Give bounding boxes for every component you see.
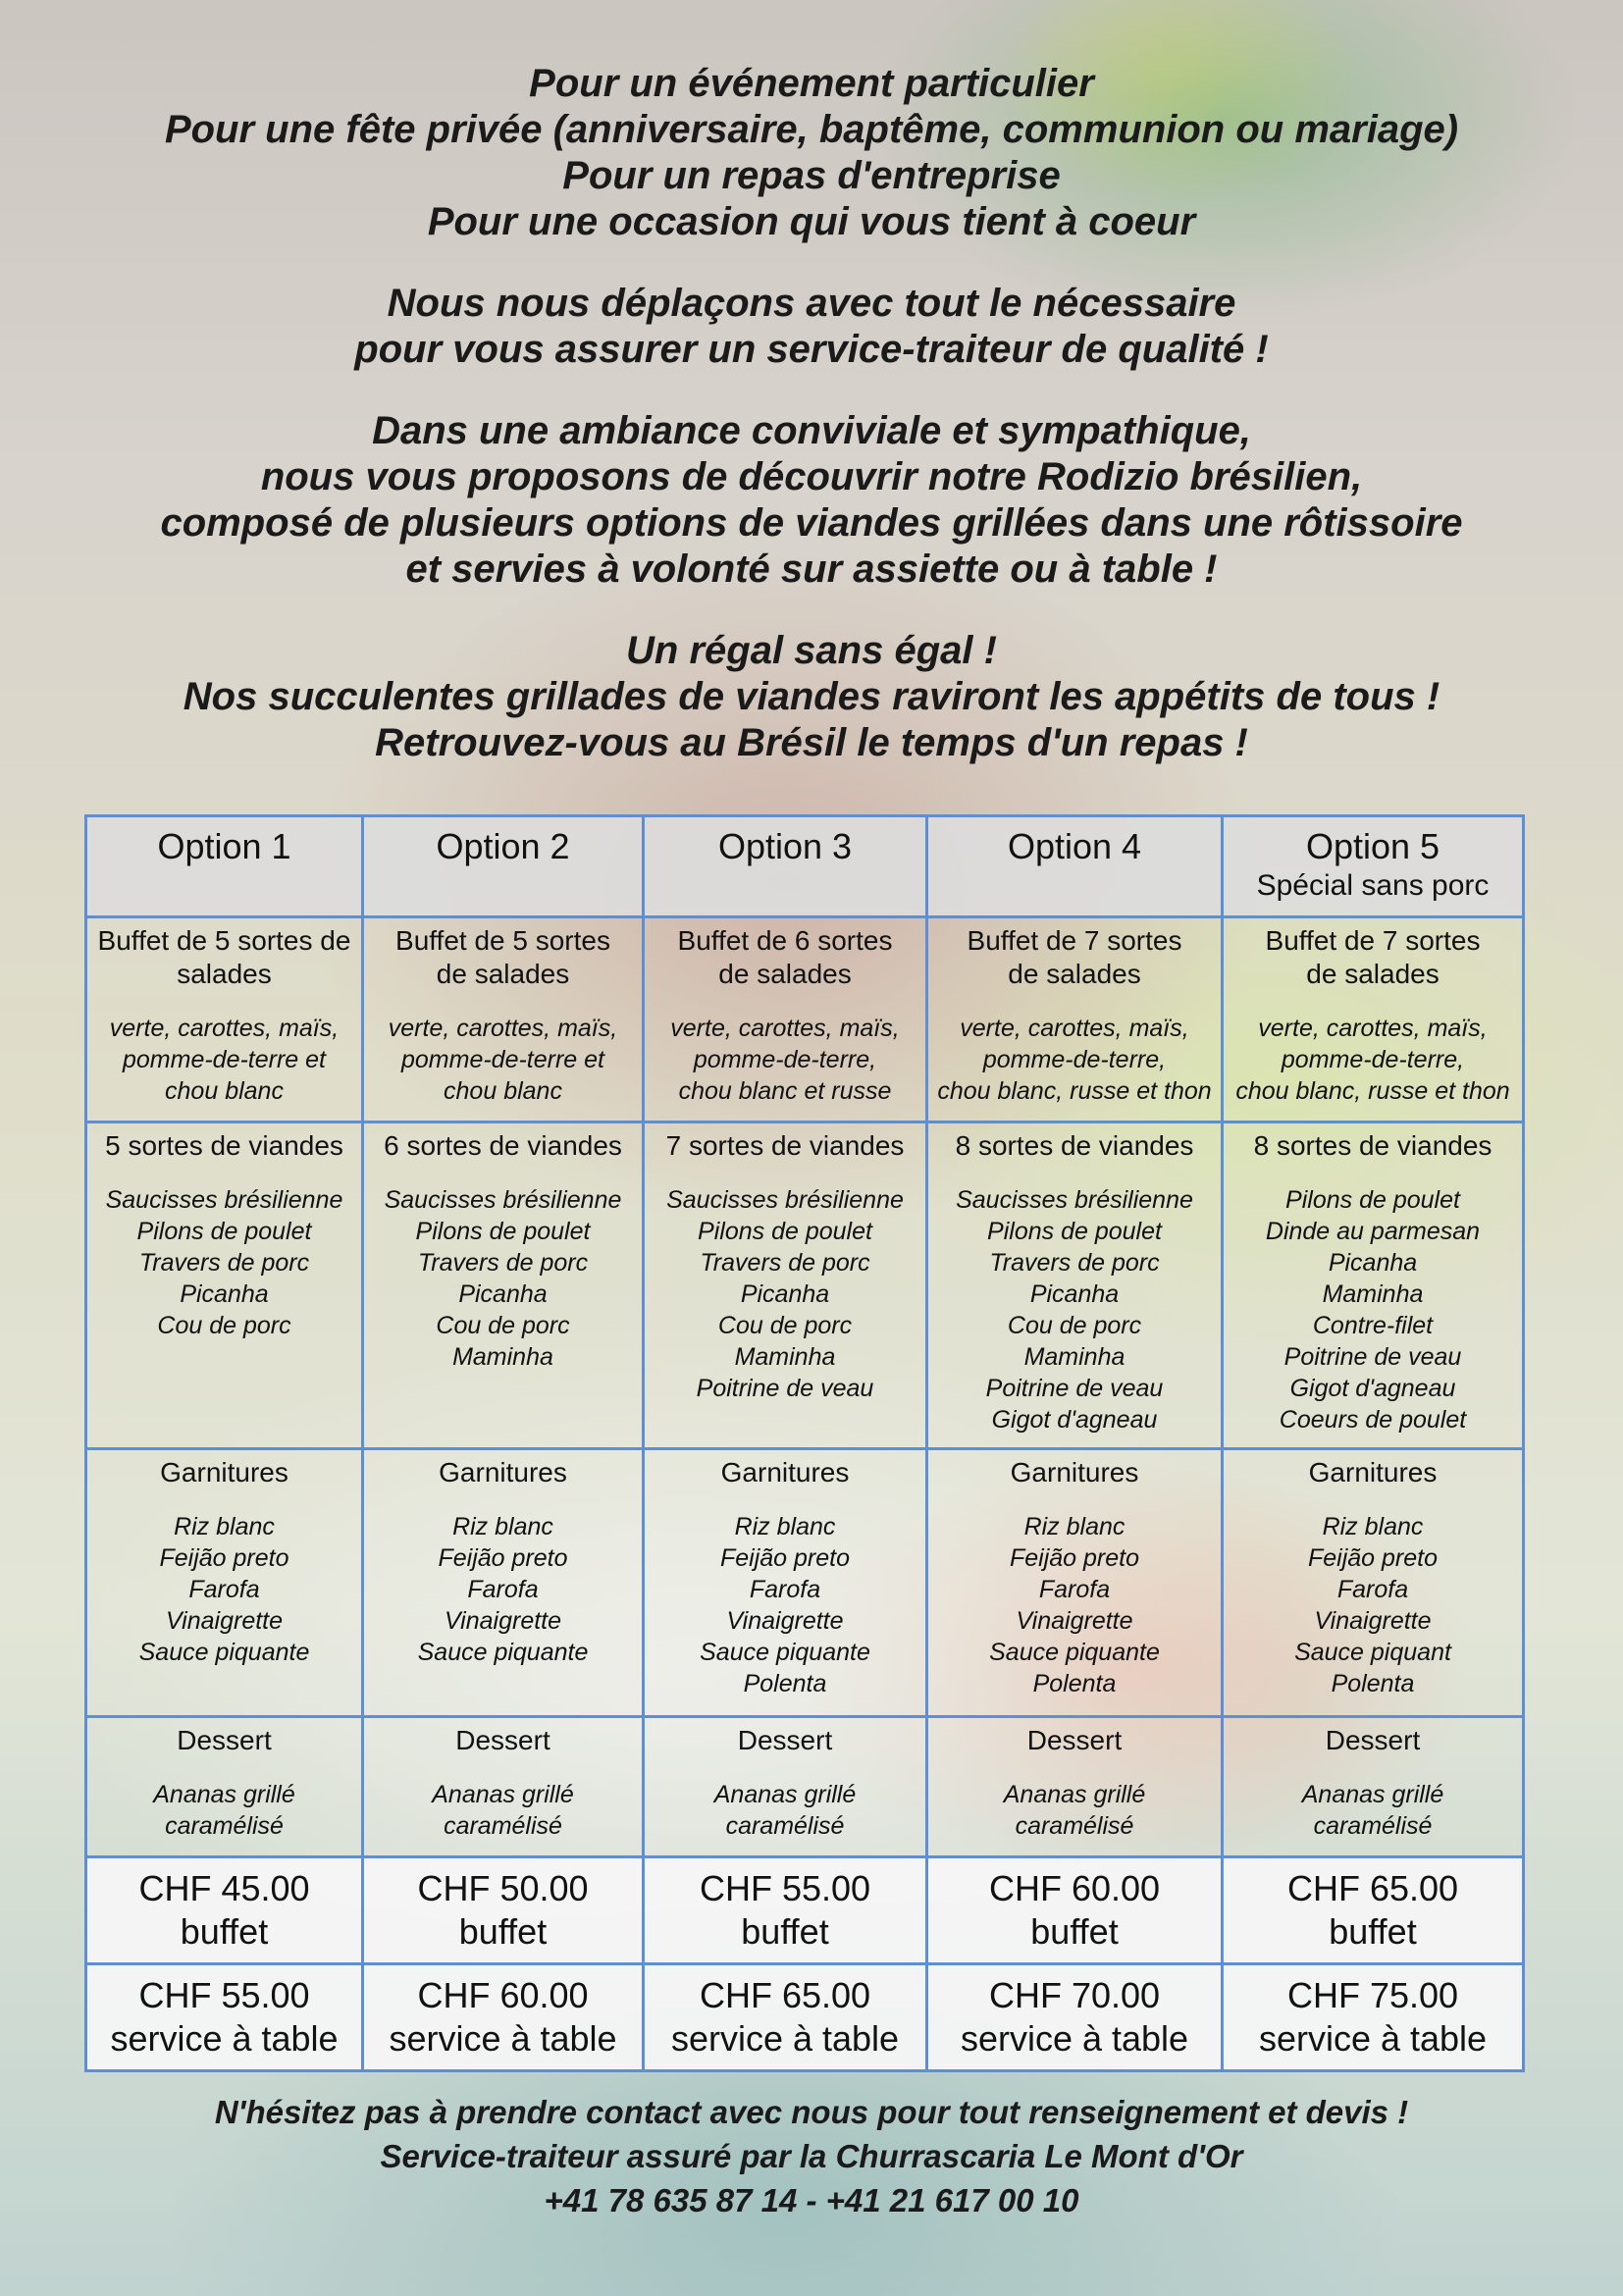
section-items: [645, 1511, 925, 1699]
table-service-label: service à table: [670, 2018, 900, 2059]
menu-item: Farofa: [467, 1576, 539, 1603]
dessert-cell: [363, 1717, 644, 1857]
table-service-price: CHF 75.00: [1286, 1975, 1459, 2015]
options-table: [84, 814, 1525, 2072]
menu-item: Riz blanc: [734, 1513, 836, 1540]
menu-item: pomme-de-terre et: [400, 1046, 605, 1073]
dessert-cell: [644, 1717, 927, 1857]
menu-item: pomme-de-terre et: [122, 1046, 327, 1073]
menu-item: caramélisé: [725, 1812, 845, 1840]
section-items: [364, 1013, 642, 1107]
menu-item: Farofa: [749, 1576, 821, 1603]
menu-item: Pilons de poulet: [415, 1218, 591, 1245]
intro-line: et servies à volonté sur assiette ou à table !: [405, 548, 1218, 591]
menu-item: Pilons de poulet: [136, 1218, 312, 1245]
section-title: 7 sortes de viandes: [665, 1130, 905, 1161]
option-title: Option 4: [1007, 826, 1142, 866]
menu-item: Riz blanc: [1322, 1513, 1424, 1540]
section-items: [1224, 1511, 1522, 1699]
menu-item: Picanha: [740, 1280, 830, 1308]
menu-item: Sauce piquante: [700, 1639, 870, 1666]
menu-item: Cou de porc: [157, 1312, 291, 1339]
buffet-label: buffet: [458, 1911, 548, 1952]
menu-item: Picanha: [180, 1280, 269, 1308]
menu-item: verte, carottes, maïs,: [670, 1015, 900, 1042]
menu-item: Ananas grillé: [713, 1781, 857, 1808]
section-title-line: de salades: [436, 959, 570, 989]
meats-cell: [86, 1122, 363, 1449]
section-items: [1224, 1184, 1522, 1435]
section-items: [928, 1511, 1221, 1699]
garnitures-cell: [86, 1449, 363, 1717]
option-header-cell: [927, 816, 1223, 917]
menu-item: Pilons de poulet: [987, 1218, 1162, 1245]
intro-line: Nos succulentes grillades de viandes raviront les appétits de tous !: [183, 675, 1440, 718]
menu-item: Travers de porc: [700, 1249, 870, 1277]
menu-item: Maminha: [452, 1343, 553, 1371]
intro-line: Pour une occasion qui vous tient à coeur: [427, 200, 1196, 243]
buffet-price-cell: [1223, 1857, 1524, 1964]
footer-phone-numbers: +41 78 635 87 14 - +41 21 617 00 10: [544, 2182, 1079, 2218]
menu-item: Saucisses brésilienne: [384, 1186, 622, 1214]
menu-item: Picanha: [458, 1280, 548, 1308]
meats-cell: [644, 1122, 927, 1449]
section-title: Dessert: [1026, 1725, 1123, 1755]
section-title: [928, 924, 1221, 991]
menu-item: Vinaigrette: [165, 1607, 284, 1635]
dessert-row: [86, 1717, 1524, 1857]
buffet-price-row: [86, 1857, 1524, 1964]
buffet-label: buffet: [741, 1911, 829, 1952]
intro-paragraph-service: [59, 281, 1564, 373]
table-price-cell: [363, 1964, 644, 2071]
menu-item: Dinde au parmesan: [1265, 1218, 1481, 1245]
section-title-line: de salades: [1008, 959, 1141, 989]
intro-line: Dans une ambiance conviviale et sympathique,: [372, 409, 1251, 452]
menu-item: Feijão preto: [1009, 1544, 1140, 1572]
intro-line: Retrouvez-vous au Brésil le temps d'un repas !: [375, 721, 1248, 764]
menu-item: chou blanc: [444, 1077, 562, 1105]
option-title: Option 2: [436, 826, 570, 866]
option-header-cell: [363, 816, 644, 917]
section-items: [87, 1013, 361, 1107]
menu-item: chou blanc: [165, 1077, 284, 1105]
menu-item: Poitrine de veau: [985, 1375, 1164, 1402]
options-header-row: [86, 816, 1524, 917]
buffet-price-cell: [644, 1857, 927, 1964]
section-items: [928, 1013, 1221, 1107]
salads-cell: [644, 917, 927, 1122]
section-title: Dessert: [737, 1725, 833, 1755]
table-price-row: [86, 1964, 1524, 2071]
menu-item: Saucisses brésilienne: [956, 1186, 1193, 1214]
intro-line: nous vous proposons de découvrir notre Rodizio brésilien,: [260, 455, 1363, 498]
section-items: [1224, 1779, 1522, 1842]
intro-line: Pour une fête privée (anniversaire, baptême, communion ou mariage): [164, 108, 1459, 151]
section-items: [87, 1779, 361, 1842]
menu-item: Ananas grillé: [432, 1781, 574, 1808]
table-service-price: CHF 70.00: [988, 1975, 1161, 2015]
section-title-line: Buffet de 5 sortes de: [97, 925, 351, 956]
intro-line: Pour un repas d'entreprise: [562, 154, 1061, 197]
salads-cell: [86, 917, 363, 1122]
salads-cell: [927, 917, 1223, 1122]
menu-item: Picanha: [1328, 1249, 1418, 1277]
dessert-cell: [927, 1717, 1223, 1857]
menu-item: Farofa: [1038, 1576, 1111, 1603]
intro-paragraph-occasions: [59, 61, 1564, 245]
section-items: [645, 1779, 925, 1842]
section-items: [87, 1511, 361, 1668]
buffet-label: buffet: [1030, 1911, 1119, 1952]
buffet-price: CHF 55.00: [699, 1868, 871, 1908]
dessert-cell: [86, 1717, 363, 1857]
menu-item: Travers de porc: [989, 1249, 1160, 1277]
menu-item: verte, carottes, maïs,: [960, 1015, 1189, 1042]
menu-item: Ananas grillé: [1301, 1781, 1444, 1808]
menu-item: Poitrine de veau: [696, 1375, 874, 1402]
salads-cell: [363, 917, 644, 1122]
menu-item: Coeurs de poulet: [1279, 1406, 1467, 1434]
menu-item: Vinaigrette: [1314, 1607, 1432, 1635]
section-title: 6 sortes de viandes: [384, 1130, 622, 1161]
section-title: 8 sortes de viandes: [1253, 1130, 1492, 1161]
table-price-cell: [86, 1964, 363, 2071]
intro-line: Nous nous déplaçons avec tout le nécessaire: [387, 282, 1236, 325]
section-title-line: salades: [177, 959, 272, 989]
buffet-label: buffet: [180, 1911, 269, 1952]
option-title: Option 5: [1305, 826, 1440, 866]
menu-item: Farofa: [188, 1576, 260, 1603]
section-title: 8 sortes de viandes: [955, 1130, 1194, 1161]
menu-item: Gigot d'agneau: [991, 1406, 1158, 1434]
intro-line: pour vous assurer un service-traiteur de qualité !: [354, 328, 1269, 371]
menu-item: verte, carottes, maïs,: [109, 1015, 340, 1042]
section-title-line: de salades: [718, 959, 852, 989]
menu-item: Saucisses brésilienne: [105, 1186, 343, 1214]
intro-line: Pour un événement particulier: [529, 62, 1094, 105]
meats-cell: [1223, 1122, 1524, 1449]
contact-footer: [59, 2090, 1564, 2222]
section-items: [928, 1779, 1221, 1842]
menu-item: Vinaigrette: [726, 1607, 844, 1635]
table-service-price: CHF 65.00: [699, 1975, 871, 2015]
menu-item: chou blanc, russe et thon: [1235, 1077, 1510, 1105]
buffet-price: CHF 50.00: [417, 1868, 589, 1908]
section-title: [1224, 924, 1522, 991]
menu-item: Sauce piquante: [417, 1639, 589, 1666]
section-items: [1224, 1013, 1522, 1107]
buffet-price: CHF 45.00: [138, 1868, 310, 1908]
menu-item: verte, carottes, maïs,: [388, 1015, 618, 1042]
table-price-cell: [927, 1964, 1223, 2071]
menu-item: caramélisé: [1313, 1812, 1433, 1840]
menu-item: Riz blanc: [174, 1513, 275, 1540]
section-items: [364, 1184, 642, 1373]
menu-item: Travers de porc: [138, 1249, 310, 1277]
section-title: 5 sortes de viandes: [105, 1130, 343, 1161]
menu-item: Cou de porc: [717, 1312, 853, 1339]
option-title: Option 3: [717, 826, 853, 866]
menu-item: Cou de porc: [1007, 1312, 1142, 1339]
menu-item: Travers de porc: [417, 1249, 589, 1277]
menu-item: Riz blanc: [1023, 1513, 1126, 1540]
meats-cell: [363, 1122, 644, 1449]
section-title: Dessert: [177, 1725, 272, 1755]
menu-item: Ananas grillé: [153, 1781, 295, 1808]
table-service-label: service à table: [1258, 2018, 1488, 2059]
menu-item: Feijão preto: [159, 1544, 289, 1572]
menu-item: Maminha: [1322, 1280, 1424, 1308]
menu-item: pomme-de-terre,: [693, 1046, 877, 1073]
meats-row: [86, 1122, 1524, 1449]
menu-item: Pilons de poulet: [1285, 1186, 1460, 1214]
table-service-price: CHF 55.00: [138, 1975, 310, 2015]
garnitures-cell: [927, 1449, 1223, 1717]
menu-item: verte, carottes, maïs,: [1258, 1015, 1488, 1042]
buffet-label: buffet: [1329, 1911, 1417, 1952]
menu-item: Cou de porc: [436, 1312, 570, 1339]
dessert-cell: [1223, 1717, 1524, 1857]
intro-text: [59, 61, 1564, 802]
garnitures-cell: [1223, 1449, 1524, 1717]
option-header-cell: [644, 816, 927, 917]
salads-row: [86, 917, 1524, 1122]
intro-paragraph-regal: [59, 628, 1564, 766]
menu-item: Ananas grillé: [1003, 1781, 1146, 1808]
buffet-price-cell: [86, 1857, 363, 1964]
menu-item: Poitrine de veau: [1283, 1343, 1462, 1371]
menu-item: Feijão preto: [1307, 1544, 1439, 1572]
menu-item: Polenta: [1331, 1670, 1415, 1697]
buffet-price-cell: [927, 1857, 1223, 1964]
menu-item: Vinaigrette: [1016, 1607, 1133, 1635]
intro-line: composé de plusieurs options de viandes grillées dans une rôtissoire: [160, 501, 1463, 545]
table-price-cell: [1223, 1964, 1524, 2071]
section-items: [645, 1184, 925, 1404]
section-items: [645, 1013, 925, 1107]
menu-item: Sauce piquant: [1294, 1639, 1451, 1666]
menu-item: Gigot d'agneau: [1289, 1375, 1456, 1402]
menu-item: chou blanc, russe et thon: [937, 1077, 1212, 1105]
menu-item: Maminha: [1023, 1343, 1126, 1371]
menu-item: pomme-de-terre,: [1281, 1046, 1465, 1073]
salads-cell: [1223, 917, 1524, 1122]
menu-item: Feijão preto: [438, 1544, 568, 1572]
section-title: Garnitures: [1308, 1457, 1438, 1487]
menu-item: Sauce piquante: [138, 1639, 310, 1666]
garnitures-cell: [644, 1449, 927, 1717]
table-service-price: CHF 60.00: [417, 1975, 589, 2015]
section-items: [364, 1511, 642, 1668]
table-price-cell: [644, 1964, 927, 2071]
section-title-line: de salades: [1306, 959, 1440, 989]
menu-item: Pilons de poulet: [698, 1218, 872, 1245]
garnitures-cell: [363, 1449, 644, 1717]
section-title: Garnitures: [1010, 1457, 1139, 1487]
section-title: [87, 924, 361, 991]
menu-item: caramélisé: [444, 1812, 562, 1840]
menu-item: Picanha: [1029, 1280, 1120, 1308]
menu-item: chou blanc et russe: [678, 1077, 892, 1105]
buffet-price-cell: [363, 1857, 644, 1964]
menu-item: Polenta: [1032, 1670, 1117, 1697]
meats-cell: [927, 1122, 1223, 1449]
section-title-line: Buffet de 5 sortes: [395, 925, 610, 956]
section-items: [364, 1779, 642, 1842]
section-title: Garnitures: [160, 1457, 288, 1487]
table-service-label: service à table: [110, 2018, 339, 2059]
table-service-label: service à table: [389, 2018, 617, 2059]
section-title: Dessert: [455, 1725, 550, 1755]
intro-paragraph-rodizio: [59, 408, 1564, 593]
section-title: Garnitures: [720, 1457, 850, 1487]
menu-item: pomme-de-terre,: [982, 1046, 1167, 1073]
menu-item: Polenta: [743, 1670, 827, 1697]
menu-item: Sauce piquante: [989, 1639, 1160, 1666]
section-title: [645, 924, 925, 991]
menu-item: caramélisé: [165, 1812, 284, 1840]
section-title: Garnitures: [439, 1457, 567, 1487]
section-title: Dessert: [1325, 1725, 1421, 1755]
buffet-price: CHF 60.00: [988, 1868, 1161, 1908]
menu-item: Maminha: [734, 1343, 836, 1371]
menu-item: Contre-filet: [1312, 1312, 1434, 1339]
menu-item: Feijão preto: [719, 1544, 851, 1572]
footer-cta: N'hésitez pas à prendre contact avec nous pour tout renseignement et devis !: [214, 2094, 1409, 2130]
section-title: [364, 924, 642, 991]
table-service-label: service à table: [960, 2018, 1189, 2059]
menu-item: Vinaigrette: [444, 1607, 562, 1635]
intro-line: Un régal sans égal !: [626, 629, 997, 672]
section-items: [928, 1184, 1221, 1435]
menu-item: Saucisses brésilienne: [666, 1186, 904, 1214]
section-items: [87, 1184, 361, 1341]
option-title: Option 1: [157, 826, 291, 866]
section-title-line: Buffet de 7 sortes: [1265, 925, 1481, 956]
menu-item: caramélisé: [1015, 1812, 1134, 1840]
option-header-cell: [1223, 816, 1524, 917]
footer-caterer: Service-traiteur assuré par la Churrascaria Le Mont d'Or: [380, 2138, 1243, 2174]
buffet-price: CHF 65.00: [1286, 1868, 1459, 1908]
section-title-line: Buffet de 6 sortes: [677, 925, 893, 956]
garnitures-row: [86, 1449, 1524, 1717]
menu-item: Farofa: [1336, 1576, 1409, 1603]
menu-item: Riz blanc: [452, 1513, 553, 1540]
section-title-line: Buffet de 7 sortes: [967, 925, 1182, 956]
option-subtitle: Spécial sans porc: [1256, 869, 1490, 902]
option-header-cell: [86, 816, 363, 917]
